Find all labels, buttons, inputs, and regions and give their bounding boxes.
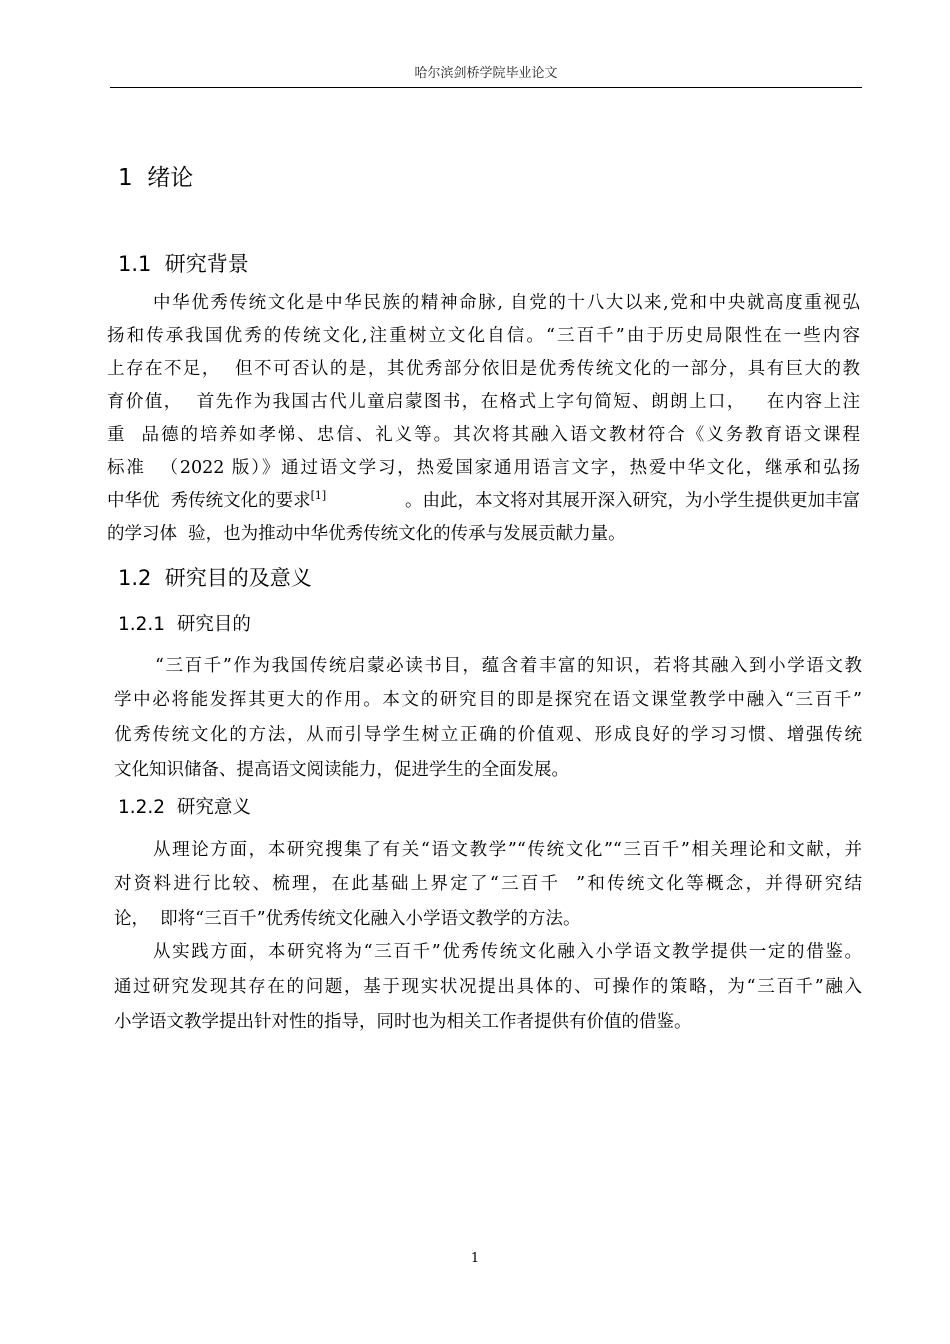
- section-title-1-1: 1.1 研究背景: [118, 252, 249, 276]
- paragraph-line: 小学语文教学提出针对性的指导，同时也为相关工作者提供有价值的借鉴。: [114, 1012, 692, 1032]
- paragraph-line: 重 品德的培养如孝悌、忠信、礼义等。其次将其融入语文教材符合《义务教育语文课程: [107, 425, 860, 445]
- section-title-1-2: 1.2 研究目的及意义: [118, 566, 312, 590]
- paragraph-line: 论， 即将“三百千”优秀传统文化融入小学语文教学的方法。: [114, 909, 581, 929]
- paragraph-line: 文化知识储备、提高语文阅读能力，促进学生的全面发展。: [114, 760, 569, 780]
- header-rule: [110, 87, 862, 88]
- paragraph-line: 的学习体 验，也为推动中华优秀传统文化的传承与发展贡献力量。: [107, 524, 626, 544]
- paragraph-line-part: 。由此，本文将对其展开深入研究，为小学生提供更加丰富: [405, 491, 860, 511]
- paragraph-line: 中华优秀传统文化是中华民族的精神命脉, 自党的十八大以来,党和中央就高度重视弘: [153, 293, 860, 313]
- chapter-title: 1 绪论: [118, 165, 194, 191]
- paragraph-line: 优秀传统文化的方法，从而引导学生树立正确的价值观、形成良好的学习习惯、增强传统: [114, 725, 862, 745]
- citation-marker[interactable]: [1]: [310, 489, 327, 503]
- paragraph-line: 育价值， 首先作为我国古代儿童启蒙图书，在格式上字句简短、朗朗上口， 在内容上注: [107, 392, 860, 412]
- paragraph-line: 从理论方面，本研究搜集了有关“语文教学”“传统文化”“三百千”相关理论和文献，并: [153, 840, 862, 860]
- paragraph-line: [107, 487, 860, 515]
- page-number: 1: [470, 1251, 480, 1266]
- paragraph-line: 上存在不足， 但不可否认的是，其优秀部分依旧是优秀传统文化的一部分，具有巨大的教: [107, 359, 860, 379]
- running-header: 哈尔滨剑桥学院毕业论文: [414, 66, 558, 81]
- paragraph-line: 从实践方面，本研究将为“三百千”优秀传统文化融入小学语文教学提供一定的借鉴。: [153, 942, 862, 962]
- paragraph-line: 对资料进行比较、梳理，在此基础上界定了“三百千 ”和传统文化等概念，并得研究结: [114, 874, 862, 894]
- paragraph-line: 扬和传承我国优秀的传统文化,注重树立文化自信。“三百千”由于历史局限性在一些内容: [107, 326, 860, 346]
- paragraph-line: 通过研究发现其存在的问题，基于现实状况提出具体的、可操作的策略，为“三百千”融入: [114, 977, 862, 997]
- subsection-title-1-2-1: 1.2.1 研究目的: [118, 614, 251, 635]
- paragraph-line: 学中必将能发挥其更大的作用。本文的研究目的即是探究在语文课堂教学中融入“三百千”: [114, 690, 862, 710]
- paragraph-line: 标准 （2022 版）》通过语文学习，热爱国家通用语言文字，热爱中华文化，继承和弘扬: [107, 458, 860, 478]
- paragraph-line: “三百千”作为我国传统启蒙必读书目，蕴含着丰富的知识，若将其融入到小学语文教: [155, 656, 862, 676]
- paragraph-line-part: 中华优 秀传统文化的要求[1]: [107, 489, 327, 511]
- subsection-title-1-2-2: 1.2.2 研究意义: [118, 797, 251, 818]
